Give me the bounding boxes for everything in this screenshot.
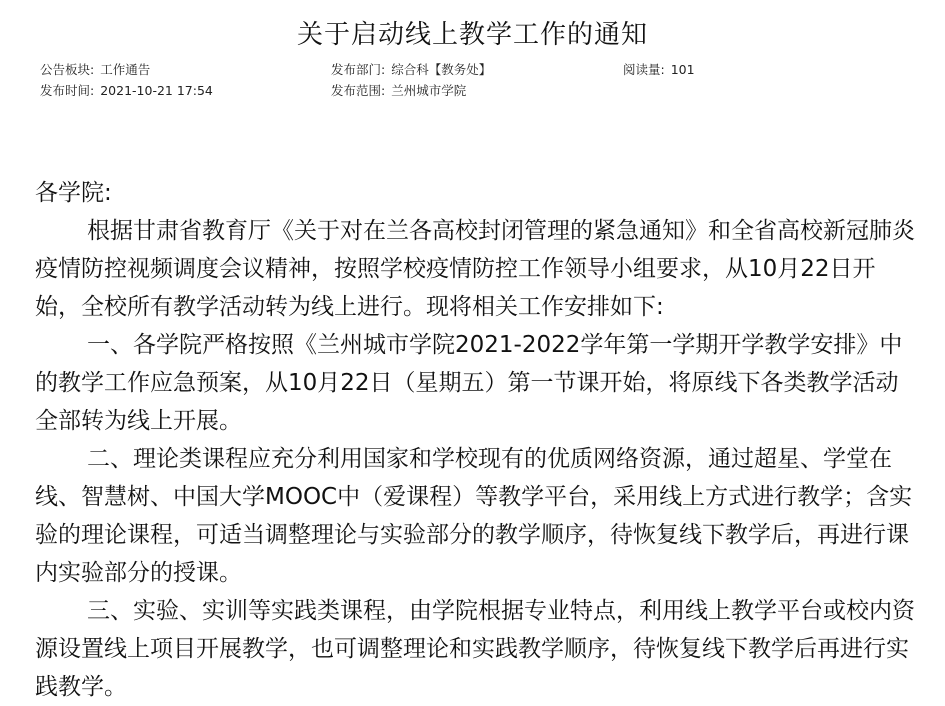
meta-scope-value: 兰州城市学院	[391, 83, 467, 98]
meta-dept-value: 综合科【教务处】	[391, 62, 492, 77]
meta-time	[40, 83, 213, 99]
paragraph-intro: 根据甘肃省教育厅《关于对在兰各高校封闭管理的紧急通知》和全省高校新冠肺炎疫情防控视频调度会议精神，按照学校疫情防控工作领导小组要求，从10月22日开始，全校所有教学活动转为线上进行。现将相关工作安排如下:	[35, 218, 915, 320]
meta-reads-value: 101	[670, 62, 695, 77]
paragraph-item-2: 二、理论类课程应充分利用国家和学校现有的优质网络资源，通过超星、学堂在线、智慧树、中国大学MOOC中（爱课程）等教学平台，采用线上方式进行教学；含实验的理论课程，可适当调整理论与实验部分的教学顺序，待恢复线下教学后，再进行课内实验部分的授课。	[35, 446, 913, 586]
meta-dept	[331, 62, 491, 78]
meta-board	[40, 62, 150, 78]
meta-board-value: 工作通告	[100, 62, 151, 77]
meta-reads	[623, 62, 695, 78]
meta-time-value: 2021-10-21 17:54	[100, 83, 213, 98]
paragraph-item-1: 一、各学院严格按照《兰州城市学院2021-2022学年第一学期开学教学安排》中的教学工作应急预案，从10月22日（星期五）第一节课开始，将原线下各类教学活动全部转为线上开展。	[35, 332, 903, 434]
meta-scope	[331, 83, 466, 99]
meta-board-label: 公告板块:	[40, 62, 95, 77]
salutation: 各学院:	[35, 180, 112, 206]
notice-title: 关于启动线上教学工作的通知	[296, 20, 648, 50]
meta-time-label: 发布时间:	[40, 83, 95, 98]
meta-reads-label: 阅读量:	[623, 62, 665, 77]
meta-dept-label: 发布部门:	[331, 62, 386, 77]
meta-scope-label: 发布范围:	[331, 83, 386, 98]
notice-body	[35, 174, 915, 706]
paragraph-item-3: 三、实验、实训等实践类课程，由学院根据专业特点，利用线上教学平台或校内资源设置线上项目开展教学，也可调整理论和实践教学顺序，待恢复线下教学后再进行实践教学。	[35, 598, 915, 700]
